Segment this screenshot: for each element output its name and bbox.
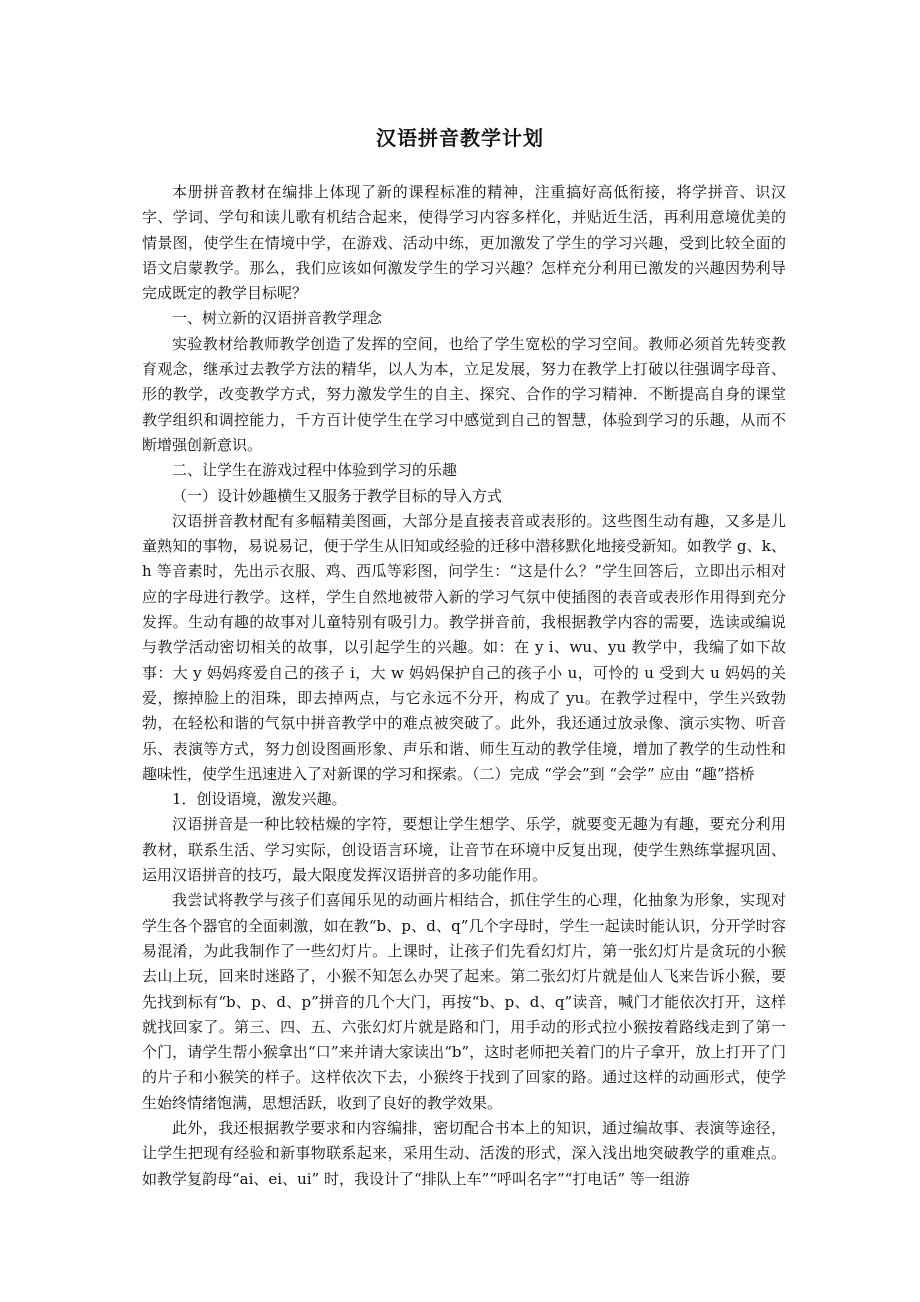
paragraph-section-2-1: 汉语拼音教材配有多幅精美图画，大部分是直接表音或表形的。这些图生动有趣，又多是儿童熟知的事物，易说易记，便于学生从旧知或经验的迁移中潜移默化地接受新知。如教学 g、k、h 等音素时，先出示衣服、鸡、西瓜等彩图，问学生：“这是什么？”学生回答后，立即出示相对应的字母进行教学。这样，学生自然地被带入新的学习气氛中使插图的表音或表形作用得到充分发挥。生动有趣的故事对儿童特别有吸引力。教学拼音前，我根据教学内容的需要，选读或编说与教学活动密切相关的故事，以引起学生的兴趣。如：在 y i、wu、yu 教学中，我编了如下故事：大 y 妈妈疼爱自己的孩子 i，大 w 妈妈保护自己的孩子小 u，可怜的 u 受到大 u 妈妈的关爱，擦掉脸上的泪珠，即去掉两点，与它永远不分开，构成了 yu。在教学过程中，学生兴致勃勃，在轻松和谐的气氛中拼音教学中的难点被突破了。此外，我还通过放录像、演示实物、听音乐、表演等方式，努力创设图画形象、声乐和谐、师生互动的教学佳境，增加了教学的生动性和趣味性，使学生迅速进入了对新课的学习和探索。（二）完成 “学会”到 “会学” 应由 “趣”搭桥 (142, 511, 786, 783)
paragraph-animation-example: 我尝试将教学与孩子们喜闻乐见的动画片相结合，抓住学生的心理，化抽象为形象，实现对学生各个器官的全面刺激，如在教“b、p、d、q”几个字母时，学生一起读时能认识，分开学时容易混淆，为此我制作了一些幻灯片。上课时，让孩子们先看幻灯片，第一张幻灯片是贪玩的小猴去山上玩，回来时迷路了，小猴不知怎么办哭了起来。第二张幻灯片就是仙人飞来告诉小猴，要先找到标有“b、p、d、p”拼音的几个大门，再按“b、p、d、q”读音，喊门才能依次打开，这样就找回家了。第三、四、五、六张幻灯片就是路和门，用手动的形式拉小猴按着路线走到了第一个门，请学生帮小猴拿出“口”来并请大家读出“b”，这时老师把关着门的片子拿开，放上打开了门的片子和小猴笑的样子。这样依次下去，小猴终于找到了回家的路。通过这样的动画形式，使学生始终情绪饱满，思想活跃，收到了良好的教学效果。 (142, 891, 786, 1112)
document-body (142, 180, 786, 1192)
subheading-item-1: 1．创设语境，激发兴趣。 (172, 790, 347, 809)
heading-section-1: 一、树立新的汉语拼音教学理念 (172, 309, 383, 328)
paragraph-item-1: 汉语拼音是一种比较枯燥的字符，要想让学生想学、乐学，就要变无趣为有趣，要充分利用教材，联系生活、学习实际，创设语言环境，让音节在环境中反复出现，使学生熟练掌握巩固、运用汉语拼音的技巧，最大限度发挥汉语拼音的多功能作用。 (142, 815, 786, 885)
paragraph-section-1: 实验教材给教师教学创造了发挥的空间，也给了学生宽松的学习空间。教师必须首先转变教育观念，继承过去教学方法的精华，以人为本，立足发展，努力在教学上打破以往强调字母音、形的教学，改变教学方式，努力激发学生的自主、探究、合作的学习精神．不断提高自身的课堂教学组织和调控能力，千方百计使学生在学习中感觉到自己的智慧，体验到学习的乐趣，从而不断增强创新意识。 (142, 334, 786, 454)
heading-section-2: 二、让学生在游戏过程中体验到学习的乐趣 (172, 461, 458, 480)
document-title: 汉语拼音教学计划 (376, 126, 544, 150)
subheading-section-2-1: （一）设计妙趣横生又服务于教学目标的导入方式 (172, 486, 503, 505)
paragraph-additional: 此外，我还根据教学要求和内容编排，密切配合书本上的知识，通过编故事、表演等途径，让学生把现有经验和新事物联系起来，采用生动、活泼的形式，深入浅出地突破教学的重难点。如教学复韵母“ai、ei、ui” 时，我设计了“排队上车”“呼叫名字”“打电话” 等一组游 (142, 1118, 786, 1188)
paragraph-intro: 本册拼音教材在编排上体现了新的课程标准的精神，注重搞好高低衔接，将学拼音、识汉字、学词、学句和读儿歌有机结合起来，使得学习内容多样化，并贴近生活，再利用意境优美的情景图，使学生在情境中学，在游戏、活动中练，更加激发了学生的学习兴趣，受到比较全面的语文启蒙教学。那么，我们应该如何激发学生的学习兴趣？怎样充分利用已激发的兴趣因势利导完成既定的教学目标呢？ (142, 183, 786, 303)
